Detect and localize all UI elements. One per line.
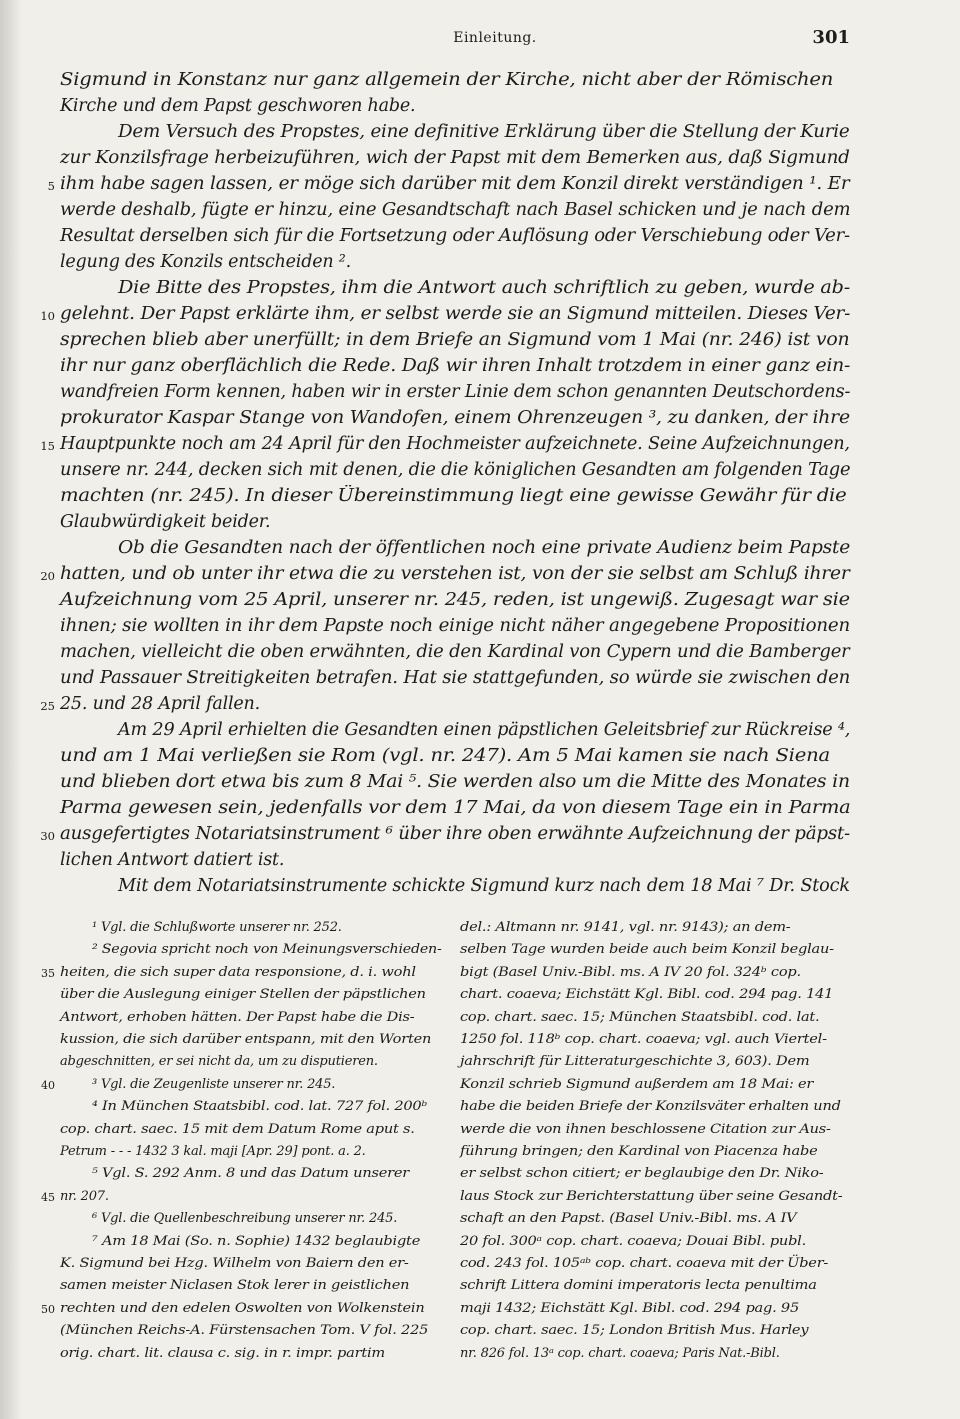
footnote-right-line: 20 fol. 300ᵃ cop. chart. coaeva; Douai Bibl. publ.	[460, 1233, 807, 1249]
footnote-right-line: cod. 243 fol. 105ᵃᵇ cop. chart. coaeva mit der Über-	[460, 1256, 829, 1271]
footnote-right-line: habe die beiden Briefe der Konzilsväter erhalten und	[460, 1099, 841, 1115]
footnote-right-line: schrift Littera domini imperatoris lecta penultima	[460, 1278, 817, 1294]
footnote-left-line: Petrum - - - 1432 3 kal. maji [Apr. 29] pont. a. 2.	[60, 1144, 366, 1159]
footnote-left-line: orig. chart. lit. clausa c. sig. in r. impr. partim	[60, 1345, 385, 1361]
main-text-line: gelehnt. Der Papst erklärte ihm, er selbst werde sie an Sigmund mitteilen. Dieses Ver-	[60, 304, 851, 324]
main-text-line: Sigmund in Konstanz nur ganz allgemein der Kirche, nicht aber der Römischen	[60, 70, 834, 90]
main-text-line: Dem Versuch des Propstes, eine definitive Erklärung über die Stellung der Kurie	[118, 122, 850, 142]
main-text-line: lichen Antwort datiert ist.	[60, 850, 285, 870]
main-text-line: machen, vielleicht die oben erwähnten, die den Kardinal von Cypern und die Bamberger	[60, 642, 850, 662]
main-text-line: unsere nr. 244, decken sich mit denen, die die königlichen Gesandten am folgenden Tage	[60, 460, 851, 480]
main-text-line: ihnen; sie wollten in ihr dem Papste noch einige nicht näher angegebene Propositionen	[60, 616, 850, 636]
footnote-left-line: über die Auslegung einiger Stellen der päpstlichen	[60, 987, 426, 1003]
main-text-line: Die Bitte des Propstes, ihm die Antwort auch schriftlich zu geben, wurde ab-	[118, 278, 850, 298]
footnote-right-line: bigt (Basel Univ.-Bibl. ms. A IV 20 fol. 324ᵇ cop.	[460, 964, 801, 980]
main-text-line: Mit dem Notariatsinstrumente schickte Sigmund kurz nach dem 18 Mai ⁷ Dr. Stock	[118, 876, 850, 896]
footnote-right-line: cop. chart. saec. 15; München Staatsbibl. cod. lat.	[460, 1009, 820, 1025]
footnote-left-line: ² Segovia spricht noch von Meinungsverschieden-	[92, 942, 442, 958]
footnote-left-line: ⁷ Am 18 Mai (So. n. Sophie) 1432 beglaubigte	[92, 1233, 421, 1249]
page-number: 301	[812, 27, 850, 48]
footnote-right-line: del.: Altmann nr. 9141, vgl. nr. 9143); an dem-	[460, 920, 791, 935]
footnote-left-line: heiten, die sich super data responsione, d. i. wohl	[60, 964, 416, 980]
footnote-right-line: Konzil schrieb Sigmund außerdem am 18 Mai: er	[460, 1076, 814, 1092]
line-number: 20	[40, 569, 55, 583]
footnote-right-line: er selbst schon citiert; er beglaubige den Dr. Niko-	[460, 1166, 824, 1182]
line-number: 25	[40, 699, 55, 713]
main-text-line: hatten, und ob unter ihr etwa die zu verstehen ist, von der sie selbst am Schluß ihrer	[60, 564, 850, 584]
footnote-right-line: 1250 fol. 118ᵇ cop. chart. coaeva; vgl. auch Viertel-	[460, 1032, 827, 1047]
footnote-left-line: ³ Vgl. die Zeugenliste unserer nr. 245.	[92, 1076, 336, 1092]
main-text-line: Ob die Gesandten nach der öffentlichen noch eine private Audienz beim Papste	[118, 538, 850, 558]
footnote-right-line: nr. 826 fol. 13ᵃ cop. chart. coaeva; Paris Nat.-Bibl.	[460, 1345, 780, 1361]
main-text-line: Hauptpunkte noch am 24 April für den Hochmeister aufzeichnete. Seine Aufzeichnungen,	[60, 434, 850, 454]
main-text-line: ausgefertigtes Notariatsinstrument ⁶ über ihre oben erwähnte Aufzeichnung der päpst-	[60, 824, 850, 844]
footnote-right-line: laus Stock zur Berichterstattung über seine Gesandt-	[460, 1188, 843, 1204]
main-text-line: machten (nr. 245). In dieser Übereinstimmung liegt eine gewisse Gewähr für die	[60, 486, 847, 506]
footnote-left-line: ¹ Vgl. die Schlußworte unserer nr. 252.	[92, 920, 342, 935]
footnote-right-line: maji 1432; Eichstätt Kgl. Bibl. cod. 294 pag. 95	[460, 1300, 800, 1316]
main-text-line: Parma gewesen sein, jedenfalls vor dem 17 Mai, da von diesem Tage ein in Parma	[60, 798, 851, 818]
running-title: Einleitung.	[453, 30, 537, 46]
footnote-left-line: Antwort, erhoben hätten. Der Papst habe die Dis-	[60, 1009, 415, 1025]
running-header	[0, 27, 960, 58]
line-number: 30	[40, 829, 55, 843]
footnote-left-line: ⁵ Vgl. S. 292 Anm. 8 und das Datum unserer	[92, 1166, 409, 1182]
footnote-right-line: cop. chart. saec. 15; London British Mus. Harley	[460, 1323, 809, 1339]
main-text-line: Am 29 April erhielten die Gesandten einen päpstlichen Geleitsbrief zur Rückreise ⁴,	[118, 720, 851, 740]
main-text-line: und Passauer Streitigkeiten betrafen. Hat sie stattgefunden, so würde sie zwischen den	[60, 668, 851, 688]
line-number: 10	[40, 309, 55, 323]
footnote-left-line: kussion, die sich darüber entspann, mit den Worten	[60, 1032, 432, 1047]
main-text-line: sprechen blieb aber unerfüllt; in dem Briefe an Sigmund vom 1 Mai (nr. 246) ist von	[60, 330, 850, 350]
main-text-line: prokurator Kaspar Stange von Wandofen, einem Ohrenzeugen ³, zu danken, der ihre	[60, 408, 850, 428]
main-text-line: Aufzeichnung vom 25 April, unserer nr. 245, reden, ist ungewiß. Zugesagt war sie	[60, 590, 850, 610]
main-text-line: zur Konzilsfrage herbeizuführen, wich der Papst mit dem Bemerken aus, daß Sigmund	[60, 148, 850, 168]
main-text-line: werde deshalb, fügte er hinzu, eine Gesandtschaft nach Basel schicken und je nach dem	[60, 200, 851, 220]
footnote-left-line: nr. 207.	[60, 1188, 109, 1204]
line-number: 50	[41, 1302, 55, 1316]
main-text-line: ihm habe sagen lassen, er möge sich darüber mit dem Konzil direkt verständigen ¹. Er	[60, 174, 850, 194]
footnote-left-line: ⁶ Vgl. die Quellenbeschreibung unserer nr. 245.	[92, 1211, 398, 1227]
footnote-left-line: cop. chart. saec. 15 mit dem Datum Rome aput s.	[60, 1121, 415, 1137]
line-number: 35	[41, 966, 55, 980]
main-text-line: und blieben dort etwa bis zum 8 Mai ⁵. Sie werden also um die Mitte des Monates in	[60, 772, 850, 792]
footnote-right-line: schaft an den Papst. (Basel Univ.-Bibl. ms. A IV	[460, 1211, 797, 1227]
footnote-right-line: werde die von ihnen beschlossene Citation zur Aus-	[460, 1121, 831, 1137]
footnote-left-line: ⁴ In München Staatsbibl. cod. lat. 727 fol. 200ᵇ	[92, 1099, 428, 1115]
main-text-line: Kirche und dem Papst geschworen habe.	[60, 96, 416, 116]
footnote-left-line: K. Sigmund bei Hzg. Wilhelm von Baiern den er-	[60, 1256, 409, 1271]
main-text-line: legung des Konzils entscheiden ².	[60, 252, 351, 272]
main-text-line: wandfreien Form kennen, haben wir in erster Linie dem schon genannten Deutschordens-	[60, 382, 851, 402]
footnote-right-line: jahrschrift für Litteraturgeschichte 3, 603). Dem	[460, 1054, 810, 1070]
footnote-left-line: (München Reichs-A. Fürstensachen Tom. V fol. 225	[60, 1323, 429, 1339]
line-number: 40	[41, 1078, 55, 1092]
line-number: 5	[47, 179, 55, 193]
footnote-left-line: rechten und den edelen Oswolten von Wolkenstein	[60, 1300, 425, 1316]
footnote-right-line: führung bringen; den Kardinal von Piacenza habe	[460, 1144, 818, 1159]
footnote-right-line: chart. coaeva; Eichstätt Kgl. Bibl. cod. 294 pag. 141	[460, 987, 834, 1003]
main-text-line: 25. und 28 April fallen.	[60, 694, 260, 714]
line-number: 15	[40, 439, 55, 453]
main-text-line: Glaubwürdigkeit beider.	[60, 512, 271, 532]
main-text-line: ihr nur ganz oberflächlich die Rede. Daß wir ihren Inhalt trotzdem in einer ganz ein-	[60, 356, 851, 376]
main-text-line: Resultat derselben sich für die Fortsetzung oder Auflösung oder Verschiebung oder Ver-	[60, 226, 850, 246]
page-gutter-shadow	[0, 0, 22, 1419]
footnote-right-line: selben Tage wurden beide auch beim Konzil beglau-	[460, 942, 834, 958]
footnote-left-line: abgeschnitten, er sei nicht da, um zu disputieren.	[60, 1054, 378, 1070]
main-text-line: und am 1 Mai verließen sie Rom (vgl. nr. 247). Am 5 Mai kamen sie nach Siena	[60, 746, 830, 766]
line-number: 45	[41, 1190, 55, 1204]
footnote-left-line: samen meister Niclasen Stok lerer in geistlichen	[60, 1278, 410, 1294]
